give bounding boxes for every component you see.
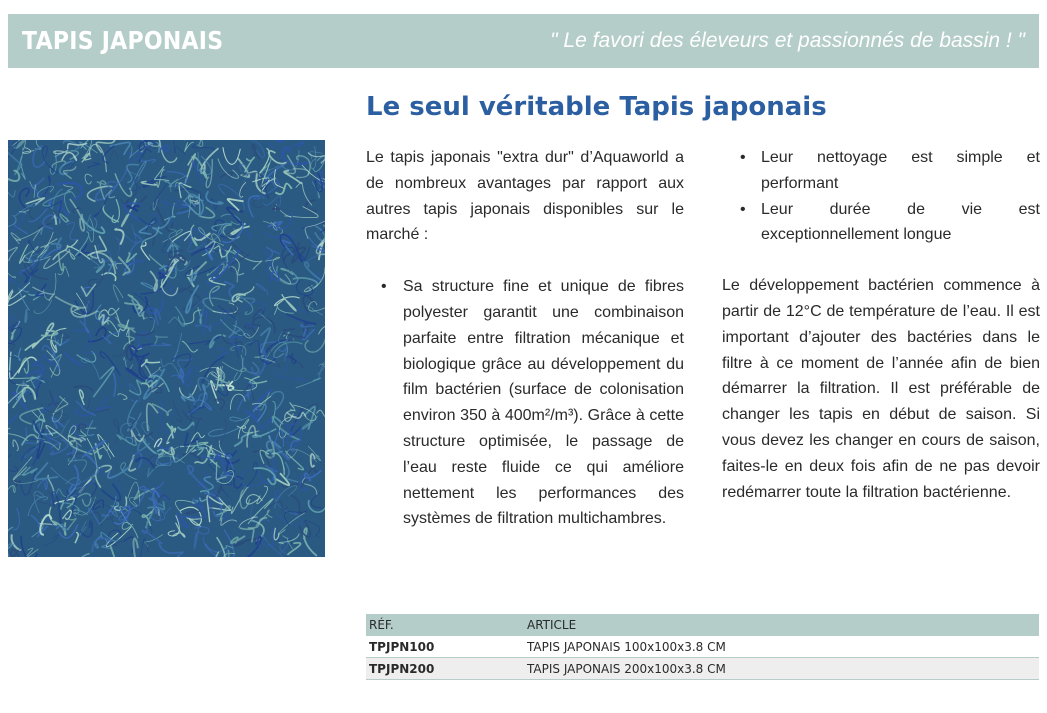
table-header-row — [366, 614, 1039, 636]
advantages-list-left — [366, 274, 684, 532]
bullet-glyph: • — [740, 149, 746, 166]
right-column — [722, 145, 1040, 505]
article-cell: TAPIS JAPONAIS 200x100x3.8 CM — [524, 658, 1039, 680]
table-row — [366, 658, 1039, 680]
left-column — [366, 145, 684, 532]
list-item — [722, 145, 1040, 197]
section-heading: Le seul véritable Tapis japonais — [366, 92, 827, 122]
mat-texture — [8, 140, 325, 557]
bullet-glyph: • — [740, 200, 746, 218]
fiber-strand — [25, 309, 26, 322]
list-item-text: Leur nettoyage est simple et performant — [761, 149, 1040, 192]
advantages-list-right — [722, 145, 1040, 248]
list-item-text: Leur durée de vie est exceptionnellement longue — [761, 200, 1040, 244]
list-item-text: Sa structure fine et unique de fibres polyester garantit une combinaison parfaite entre filtration mécanique et biologique grâce au développement du film bactérien (surface de colonisation environ 350 à 400m²/m³). Grâce à cette structure optimisée, le passage de l’eau reste fluide ce qui améliore nettement les performances des systèmes de filtration multichambres. — [403, 278, 684, 528]
column-header-article: ARTICLE — [524, 614, 1039, 636]
title-banner — [8, 14, 1039, 68]
article-cell: TAPIS JAPONAIS 100x100x3.8 CM — [524, 636, 1039, 658]
banner-slogan: " Le favori des éleveurs et passionnés de bassin ! " — [550, 29, 1025, 52]
product-image-japanese-mat — [8, 140, 325, 557]
reference-table — [366, 614, 1039, 680]
table-row — [366, 636, 1039, 658]
list-item — [722, 197, 1040, 249]
list-item — [366, 274, 684, 532]
ref-cell: TPJPN200 — [366, 658, 524, 680]
banner-title: TAPIS JAPONAIS — [22, 26, 224, 55]
intro-paragraph: Le tapis japonais "extra dur" d’Aquaworld a de nombreux avantages par rapport aux autres tapis japonais disponibles sur le marché : — [366, 149, 684, 244]
bullet-glyph: • — [381, 278, 387, 296]
ref-cell: TPJPN100 — [366, 636, 524, 658]
bacteria-paragraph: Le développement bactérien commence à partir de 12°C de température de l’eau. Il est important d’ajouter des bactéries dans le filtre à ce moment de l’année afin de bien démarrer la filtration. Il est préférable de changer les tapis en début de saison. Si vous devez les changer en cours de saison, faites-le en deux fois afin de ne pas devoir redémarrer toute la filtration bactérienne. — [722, 277, 1040, 501]
column-header-ref: RÉF. — [366, 614, 524, 636]
